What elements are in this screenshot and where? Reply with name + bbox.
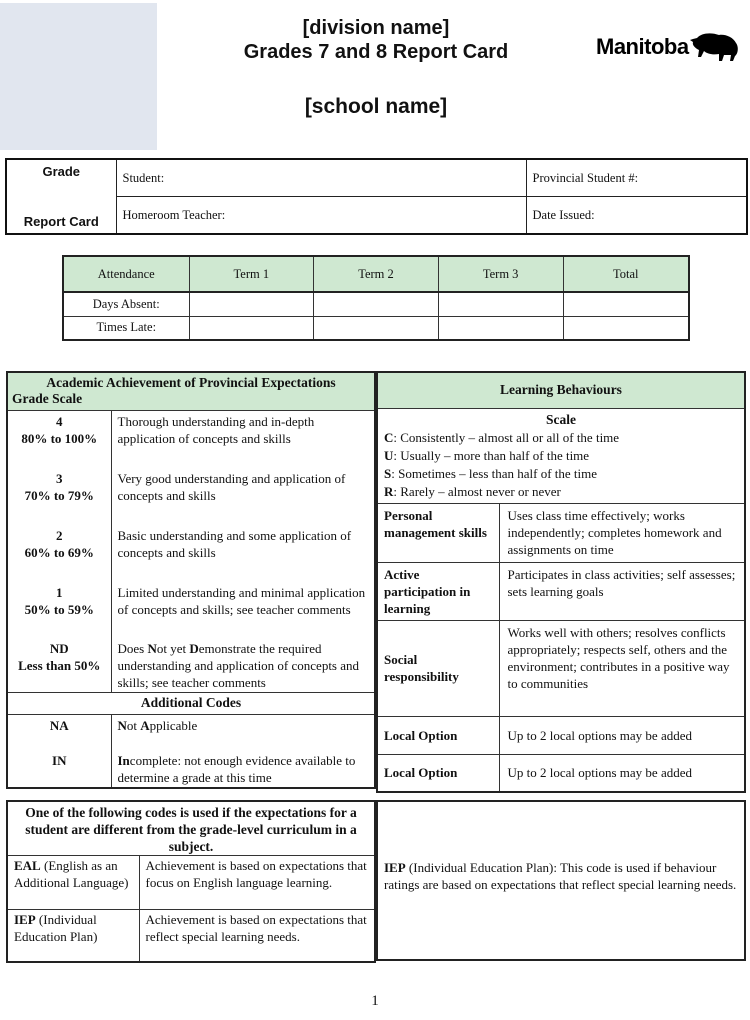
attendance-table — [62, 255, 690, 341]
behaviour-row — [377, 562, 745, 620]
grade-report-card-cell — [6, 159, 116, 234]
grade-level: 4 80% to 100% — [7, 410, 111, 468]
provincial-student-label: Provincial Student #: — [532, 170, 639, 185]
manitoba-wordmark: Manitoba — [596, 34, 689, 59]
grade-description: Very good understanding and application of concepts and skills — [117, 471, 346, 503]
table-row — [63, 316, 689, 340]
grade-scale-label: Grade Scale — [12, 391, 83, 406]
behaviour-scale — [377, 408, 745, 503]
grade-row — [7, 582, 375, 638]
student-info-table — [5, 158, 748, 235]
division-logo-placeholder — [0, 3, 157, 150]
code-row — [7, 750, 375, 788]
provincial-student-number-field[interactable] — [526, 159, 747, 197]
homeroom-teacher-label: Homeroom Teacher: — [122, 207, 226, 222]
code-row — [7, 714, 375, 750]
grade-description: Limited understanding and minimal application of concepts and skills; see teacher comments — [117, 585, 366, 617]
behaviour-name: Local Option — [377, 754, 499, 792]
iep-code: IEP — [384, 859, 406, 875]
iep-description: Achievement is based on expectations that reflect special learning needs. — [145, 912, 367, 944]
term3-header: Term 3 — [438, 256, 563, 292]
code: IN — [7, 750, 111, 788]
scale-item: U: Usually – more than half of the time — [384, 447, 590, 463]
manitoba-logo — [596, 32, 741, 62]
behaviour-name: Personal management skills — [377, 503, 499, 562]
behaviour-name: Social responsibility — [377, 620, 499, 716]
grade-level: 3 70% to 79% — [7, 468, 111, 525]
behaviour-description: Participates in class activities; self assesses; sets learning goals — [499, 562, 745, 620]
code: NA — [7, 714, 111, 750]
code-description: Incomplete: not enough evidence available to determine a grade at this time — [117, 753, 356, 785]
report-card-label: Report Card — [23, 214, 99, 229]
school-name: [school name] — [304, 95, 448, 118]
iep-behaviour-text: (Individual Education Plan): This code is used if behaviour ratings are based on expectations that reflect special learning needs. — [384, 859, 737, 892]
student-field[interactable] — [116, 159, 526, 197]
codes-heading: One of the following codes is used if the expectations for a student are different from the grade-level curriculum in a subject. — [7, 801, 375, 856]
days-absent-term2[interactable] — [314, 292, 439, 316]
curriculum-codes-table — [6, 800, 376, 963]
code-description: Not Applicable — [117, 717, 198, 733]
page-number: 1 — [371, 993, 379, 1009]
scale-item: R: Rarely – almost never or never — [384, 483, 561, 499]
total-header: Total — [563, 256, 689, 292]
date-issued-label: Date Issued: — [532, 207, 595, 222]
row-label: Times Late: — [63, 316, 189, 340]
term2-header: Term 2 — [314, 256, 439, 292]
row-label: Days Absent: — [63, 292, 189, 316]
times-late-total[interactable] — [563, 316, 689, 340]
behaviour-description: Up to 2 local options may be added — [499, 716, 745, 754]
behaviour-row — [377, 754, 745, 792]
behaviour-description: Up to 2 local options may be added — [507, 765, 692, 781]
scale-title: Scale — [546, 411, 576, 427]
table-row — [63, 292, 689, 316]
grade-label: Grade — [42, 164, 81, 179]
iep-behaviour-note — [376, 800, 746, 961]
attendance-header: Attendance — [63, 256, 189, 292]
report-title: Grades 7 and 8 Report Card — [243, 41, 509, 63]
bison-icon — [689, 32, 741, 62]
scale-item: C: Consistently – almost all or all of the time — [384, 429, 620, 445]
days-absent-term3[interactable] — [438, 292, 563, 316]
grade-description: Basic understanding and some application of concepts and skills — [117, 528, 352, 560]
grade-level: 1 50% to 59% — [7, 582, 111, 638]
times-late-term3[interactable] — [438, 316, 563, 340]
additional-codes-title: Additional Codes — [7, 692, 375, 714]
academic-title: Academic Achievement of Provincial Expectations — [46, 375, 336, 390]
behaviour-row — [377, 620, 745, 716]
iep-code: IEP (Individual Education Plan) — [7, 910, 139, 962]
date-issued-field[interactable] — [526, 197, 747, 235]
grade-row — [7, 525, 375, 582]
days-absent-term1[interactable] — [189, 292, 314, 316]
grade-row — [7, 468, 375, 525]
grade-level: 2 60% to 69% — [7, 525, 111, 582]
times-late-term2[interactable] — [314, 316, 439, 340]
academic-achievement-table — [6, 371, 376, 789]
behaviour-name: Active participation in learning — [377, 562, 499, 620]
grade-row — [7, 638, 375, 692]
academic-header — [7, 372, 375, 410]
behaviour-row — [377, 503, 745, 562]
grade-description: Thorough understanding and in-depth application of concepts and skills — [117, 413, 315, 446]
times-late-term1[interactable] — [189, 316, 314, 340]
days-absent-total[interactable] — [563, 292, 689, 316]
behaviour-row — [377, 716, 745, 754]
grade-row — [7, 410, 375, 468]
learning-behaviours-table — [376, 371, 746, 793]
grade-level: ND Less than 50% — [7, 638, 111, 692]
homeroom-teacher-field[interactable] — [116, 197, 526, 235]
code-row — [7, 856, 375, 910]
student-label: Student: — [122, 170, 165, 185]
behaviour-description: Works well with others; resolves conflicts appropriately; respects self, others and the environment; contributes in a positive way to communities — [499, 620, 745, 716]
term1-header: Term 1 — [189, 256, 314, 292]
grade-description: Does Not yet Demonstrate the required understanding and application of concepts and skills; see teacher comments — [117, 641, 360, 690]
scale-item: S: Sometimes – less than half of the time — [384, 465, 598, 481]
division-name: [division name] — [302, 17, 450, 39]
eal-description: Achievement is based on expectations that focus on English language learning. — [139, 856, 375, 910]
learning-behaviours-title: Learning Behaviours — [377, 372, 745, 408]
eal-code: EAL (English as an Additional Language) — [7, 856, 139, 910]
code-row — [7, 910, 375, 962]
behaviour-name: Local Option — [377, 716, 499, 754]
behaviour-description: Uses class time effectively; works independently; completes homework and assignments on time — [499, 503, 745, 562]
